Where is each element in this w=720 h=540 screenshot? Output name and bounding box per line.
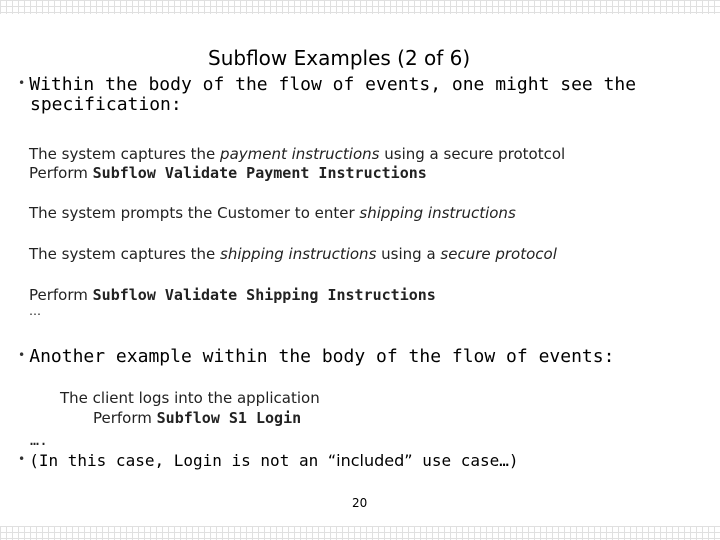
- ellipsis-2: ….: [30, 431, 49, 449]
- flow-line-4-d: secure protocol: [440, 245, 557, 263]
- flow-line-3: [29, 204, 516, 222]
- flow-line-5-b: Subflow Validate Shipping Instructions: [92, 286, 436, 304]
- flow-line-3-b: shipping instructions: [359, 204, 516, 222]
- bullet-3-c: use case…): [412, 451, 519, 470]
- flow-line-2-b: Subflow Validate Payment Instructions: [92, 164, 427, 182]
- bullet-dot: •: [18, 348, 26, 362]
- flow-line-4: [29, 245, 557, 263]
- flow-line-5: [29, 286, 436, 304]
- bullet-2: [18, 346, 614, 367]
- slide-title: Subflow Examples (2 of 6): [208, 46, 471, 70]
- bullet-3-b: “included”: [327, 451, 413, 470]
- page-number: 20: [352, 496, 368, 510]
- flow-line-1-a: The system captures the: [29, 145, 221, 163]
- flow-line-5-a: Perform: [29, 286, 93, 304]
- decorative-top-border: [0, 0, 720, 14]
- example-line-2: [93, 409, 301, 427]
- ellipsis-1: …: [29, 304, 41, 318]
- flow-line-2: [29, 164, 427, 182]
- bullet-dot: •: [18, 452, 26, 466]
- flow-line-3-a: The system prompts the Customer to enter: [29, 204, 360, 222]
- bullet-1-line-1: [18, 74, 636, 95]
- example-line-2-b: Subflow S1 Login: [156, 409, 302, 427]
- flow-line-1-b: payment instructions: [220, 145, 380, 163]
- flow-line-2-a: Perform: [29, 164, 93, 182]
- bullet-1-line-2: specification:: [30, 94, 182, 115]
- flow-line-4-c: using a: [376, 245, 441, 263]
- flow-line-4-b: shipping instructions: [220, 245, 377, 263]
- flow-line-1-c: using a secure prototcol: [379, 145, 566, 163]
- bullet-3-a: (In this case, Login is not an: [29, 451, 328, 470]
- bullet-2-text: Another example within the body of the flow of events:: [29, 346, 615, 367]
- example-line-2-a: Perform: [93, 409, 157, 427]
- bullet-1-text: Within the body of the flow of events, one might see the: [29, 74, 637, 95]
- example-line-1: The client logs into the application: [60, 389, 320, 407]
- bullet-3: [18, 451, 519, 470]
- decorative-bottom-border: [0, 526, 720, 540]
- flow-line-4-a: The system captures the: [29, 245, 221, 263]
- flow-line-1: [29, 145, 565, 163]
- bullet-dot: •: [18, 76, 26, 90]
